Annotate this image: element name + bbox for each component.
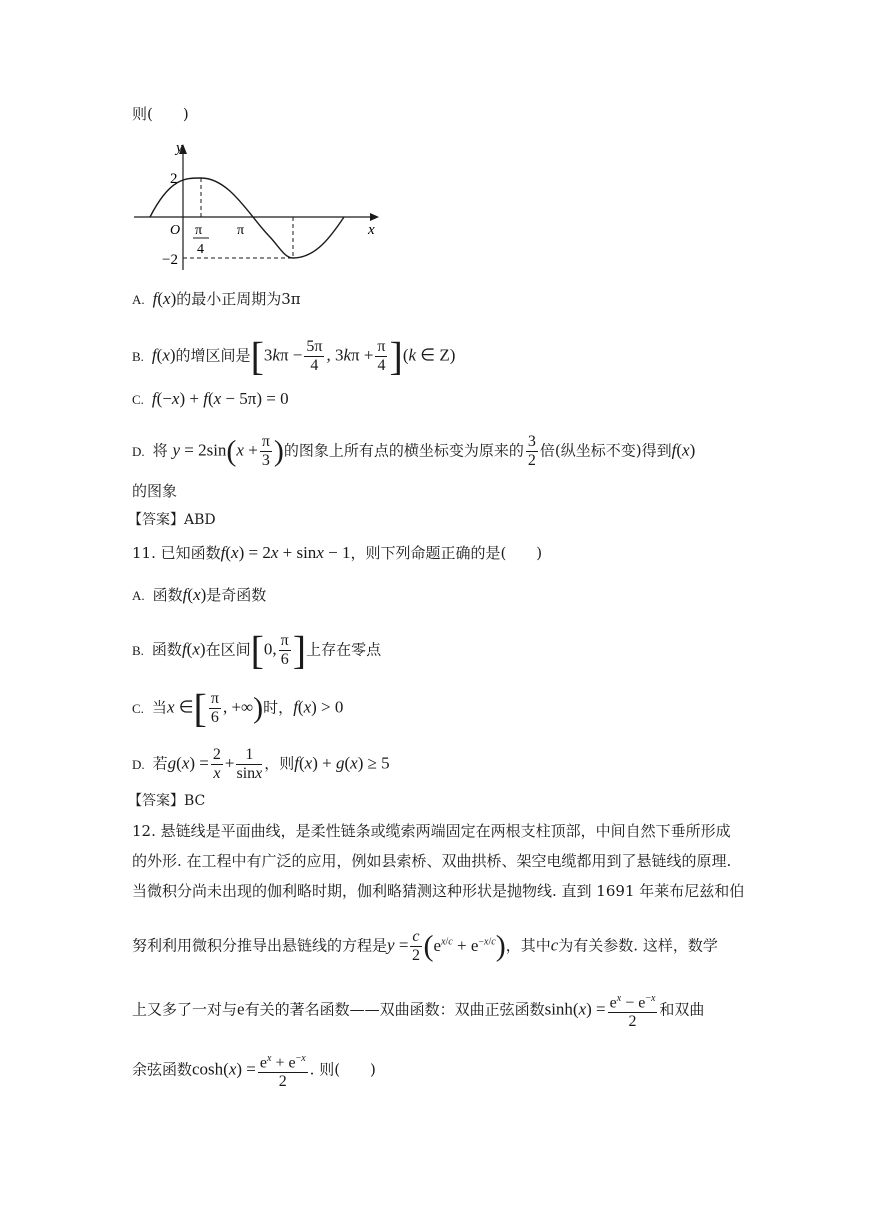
intro-text: 则( ) — [132, 105, 189, 123]
origin-label: O — [170, 223, 181, 238]
sine-graph — [130, 138, 380, 273]
y-min-label: −2 — [162, 252, 178, 268]
q10-option-a: A. f(x)的最小正周期为3π — [132, 289, 301, 308]
y-max-label: 2 — [170, 171, 178, 187]
q12-line-3: 当微积分尚未出现的伽利略时期，伽利略猜测这种形状是抛物线. 直到 1691 年莱布尼兹和伯 — [132, 882, 745, 900]
q10-option-c: C. f(−x) + f(x − 5π) = 0 — [132, 389, 289, 408]
q12-line-4: 努利利用微积分推导出悬链线的方程是y = $\frac{c}{2}$ $(e^{x/c} + e^{-x/c})$，其中c为有关参数. 这样，数学 — [132, 928, 718, 964]
q10-option-b: B. f(x)的增区间是[3kπ − $\frac{5\pi}{4}$ , 3kπ + $\frac{\pi}{4}$ ](k ∈ Z) — [132, 333, 456, 379]
x-axis-label: x — [368, 222, 375, 238]
pi-tick-label: π — [237, 223, 245, 238]
q12-line-6: 余弦函数cosh(x) = $\frac{e^x + e^{-x}}{2}$ . 则( ) — [132, 1050, 376, 1091]
q10-option-d-cont: 的图象 — [132, 482, 178, 500]
x-axis-arrow — [370, 213, 379, 221]
q11-option-b: B. 函数f(x)在区间[0, $\frac{\pi}{6}$ ]上存在零点 — [132, 627, 382, 673]
pi-quarter-num: π — [195, 223, 203, 238]
q10-option-d: D. 将 y = 2sin(x + $\frac{\pi}{3}$ )的图象上所有点的横坐标变为原来的 $\frac{3}{2}$ 倍(纵坐标不变)得到f(x) — [132, 433, 696, 469]
q11-option-a: A. 函数f(x)是奇函数 — [132, 585, 267, 604]
pi-quarter-den: 4 — [197, 242, 204, 257]
q12-line-2: 的外形. 在工程中有广泛的应用，例如县索桥、双曲拱桥、架空电缆都用到了悬链线的原理. — [132, 852, 732, 870]
q11-option-c: C. 当x ∈[ $\frac{\pi}{6}$ , +∞)时，f(x) > 0 — [132, 685, 344, 731]
sine-curve — [150, 178, 344, 258]
q12-line-1: 12. 悬链线是平面曲线，是柔性链条或缆索两端固定在两根支柱顶部，中间自然下垂所形成 — [132, 822, 731, 840]
q10-answer: 【答案】ABD — [128, 512, 216, 528]
q11-stem: 11. 已知函数f(x) = 2x + sinx − 1，则下列命题正确的是( ) — [132, 543, 543, 562]
q11-answer: 【答案】BC — [128, 793, 206, 809]
q12-line-5: 上又多了一对与e有关的著名函数——双曲函数：双曲正弦函数sinh(x) = $\frac{e^x - e^{-x}}{2}$ 和双曲 — [132, 990, 704, 1031]
y-axis-label: y — [176, 140, 183, 156]
q11-option-d: D. 若g(x) = $\frac{2}{x}$ + $\frac{1}{\sin x}$ ，则f(x) + g(x) ≥ 5 — [132, 746, 390, 782]
